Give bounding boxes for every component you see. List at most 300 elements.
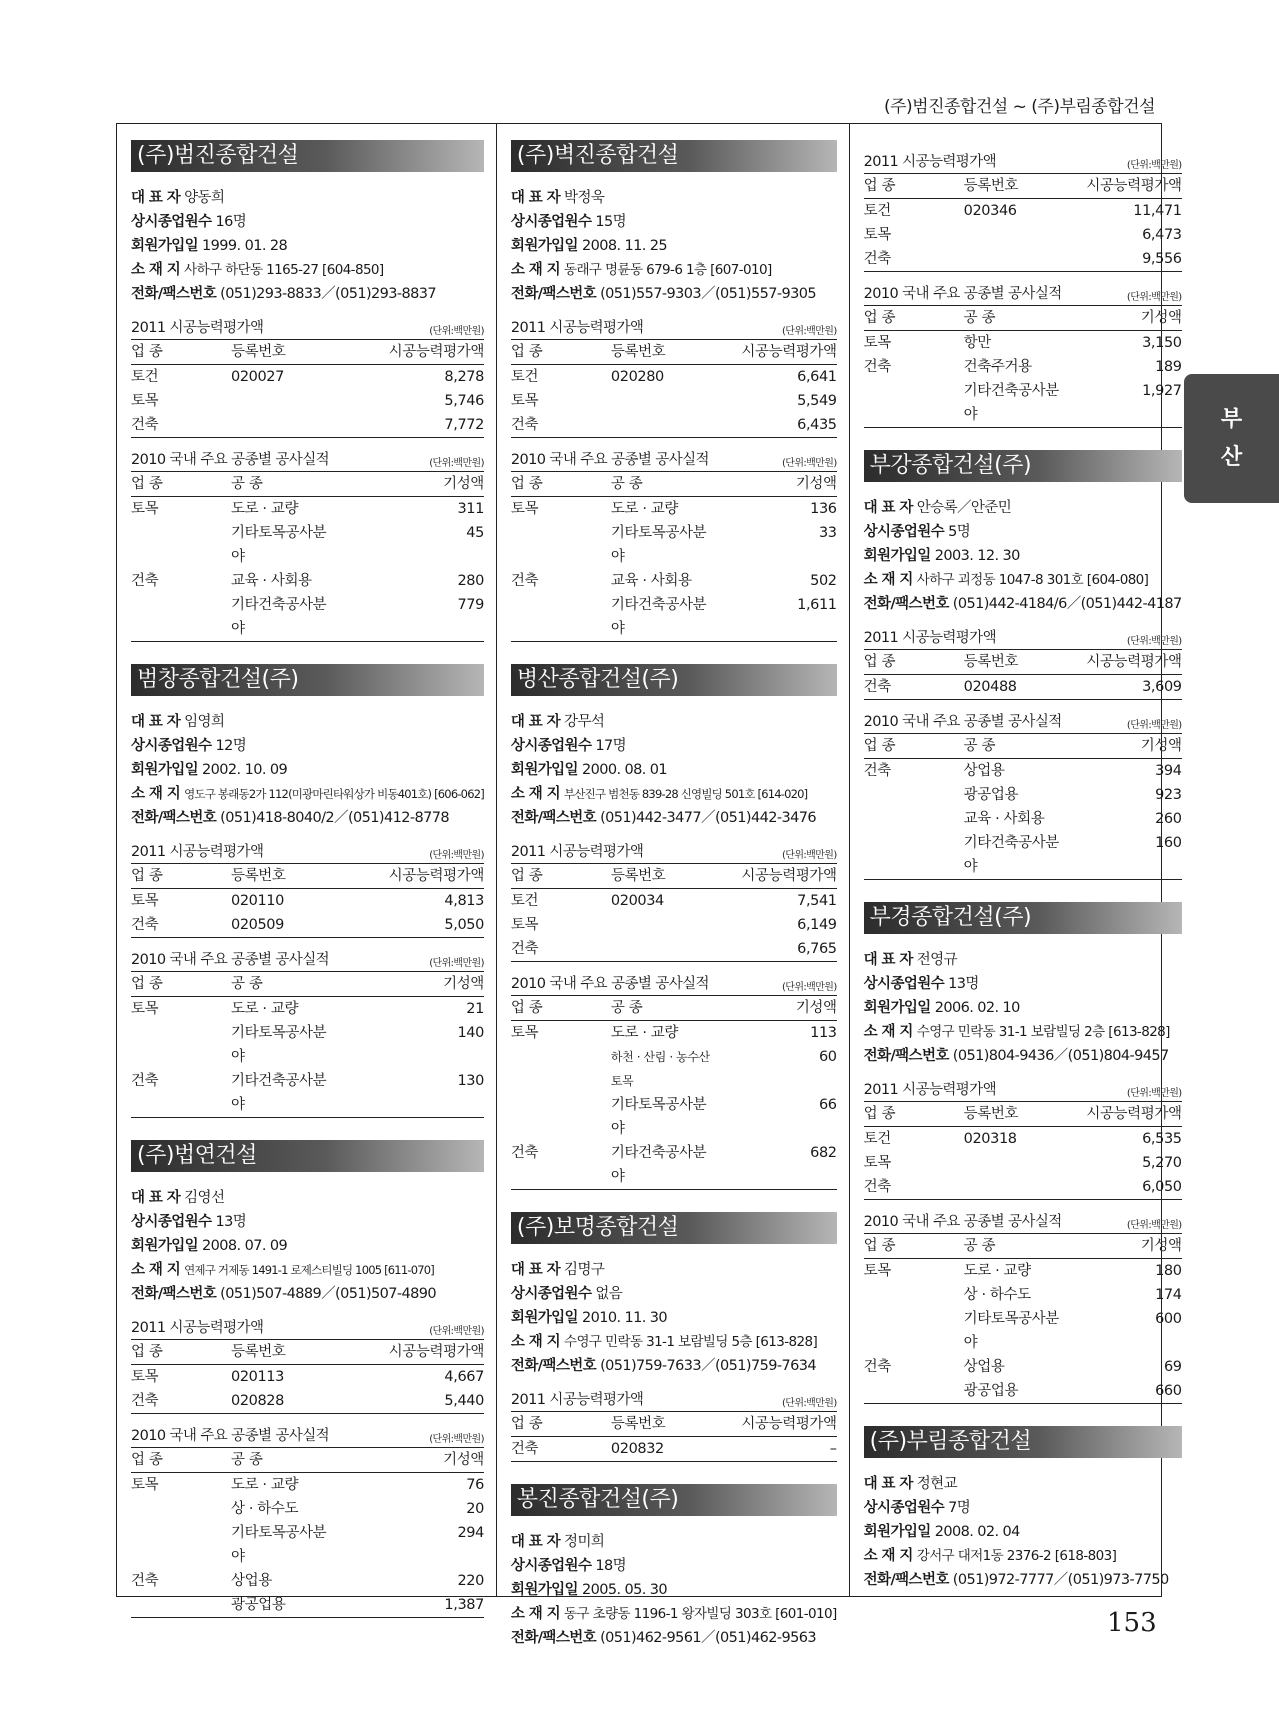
table-cell: 광공업용	[231, 1597, 286, 1613]
join-date	[864, 1520, 1182, 1544]
representative-label: 대 표 자	[510, 1534, 561, 1550]
table-cell	[131, 1521, 231, 1569]
performance-section	[864, 710, 1182, 880]
table-cell: 020832	[610, 1441, 664, 1457]
unit-note: (단위:백만원)	[1126, 720, 1182, 731]
capability-title	[131, 840, 484, 863]
unit-note: (단위:백만원)	[781, 850, 837, 861]
company-name: 부경종합건설(주)	[864, 902, 1182, 934]
employee-count	[864, 972, 1182, 996]
table-header-cell: 공 종	[231, 976, 263, 992]
join-date	[131, 234, 484, 258]
table-header-cell: 기성액	[1140, 738, 1182, 754]
performance-heading: 2010 국내 주요 공종별 공사실적	[863, 1214, 1062, 1230]
capability-heading: 2011 시공능력평가액	[131, 844, 264, 860]
capability-table	[131, 1339, 484, 1414]
page-number: 153	[1107, 1608, 1157, 1638]
table-row	[864, 247, 1182, 271]
table-header-cell: 업 종	[863, 178, 896, 194]
table-header-cell: 업 종	[863, 1106, 896, 1122]
unit-note: (단위:백만원)	[429, 1434, 484, 1445]
table-cell: 상업용	[963, 1359, 1005, 1375]
table-cell: 140	[457, 1025, 484, 1041]
table-cell: 113	[810, 1025, 837, 1041]
table-cell: 건축	[131, 417, 159, 433]
table-cell: 도로 · 교량	[231, 501, 299, 517]
table-header-cell: 업 종	[131, 1452, 163, 1468]
employee-count	[864, 1496, 1182, 1520]
join-date-value: 2008. 07. 09	[202, 1238, 288, 1254]
capability-table	[131, 863, 484, 938]
employee-count-label: 상시종업원수	[863, 976, 945, 992]
phone-fax-label: 전화/팩스번호	[131, 810, 217, 826]
table-cell: 토목	[863, 1155, 891, 1171]
table-header-cell: 공 종	[963, 310, 996, 326]
table-cell: 건축	[510, 1441, 539, 1457]
unit-note: (단위:백만원)	[429, 458, 484, 469]
table-cell: 건축	[863, 1179, 891, 1195]
company-name: (주)범진종합건설	[131, 140, 484, 172]
unit-note: (단위:백만원)	[781, 458, 837, 469]
company-name: 병산종합건설(주)	[511, 664, 837, 696]
table-header-cell: 기성액	[1140, 1238, 1182, 1254]
capability-heading: 2011 시공능력평가액	[510, 844, 644, 860]
phone-fax	[511, 1354, 837, 1378]
table-cell: 8,278	[444, 369, 484, 385]
table-header-row	[511, 996, 837, 1021]
join-date-value: 2003. 12. 30	[934, 548, 1020, 564]
join-date-value: 2005. 05. 30	[581, 1582, 668, 1598]
region-tab-char: 산	[1220, 444, 1243, 470]
employee-count-value: 12명	[215, 738, 247, 754]
table-header-cell: 업 종	[131, 476, 163, 492]
table-row	[131, 1389, 484, 1413]
table-header-cell: 공 종	[610, 1000, 643, 1016]
table-header-row	[864, 174, 1182, 199]
table-cell: 건축	[863, 679, 891, 695]
table-cell: 5,549	[797, 393, 837, 409]
table-cell: 6,149	[797, 917, 837, 933]
table-cell: 311	[457, 501, 484, 517]
table-header-row	[864, 1102, 1182, 1127]
address-value: 부산진구 범천동 839-28 신영빌딩 501호 [614-020]	[564, 787, 808, 801]
join-date-value: 2008. 02. 04	[934, 1524, 1020, 1540]
capability-title	[864, 1078, 1182, 1101]
employee-count-label: 상시종업원수	[510, 1558, 592, 1574]
phone-fax-label: 전화/팩스번호	[863, 596, 949, 612]
unit-note: (단위:백만원)	[429, 1326, 484, 1337]
table-row	[864, 1355, 1182, 1379]
phone-fax-label: 전화/팩스번호	[510, 810, 597, 826]
table-cell: 160	[1155, 835, 1182, 851]
representative	[864, 496, 1182, 520]
phone-fax	[131, 282, 484, 306]
table-cell	[511, 1045, 611, 1093]
table-cell: 3,609	[1142, 679, 1182, 695]
table-row	[511, 389, 837, 413]
table-cell: –	[829, 1441, 837, 1457]
performance-table	[511, 471, 837, 642]
table-cell: 3,150	[1142, 335, 1182, 351]
employee-count-value: 15명	[595, 214, 627, 230]
unit-note: (단위:백만원)	[1126, 292, 1182, 303]
phone-fax-label: 전화/팩스번호	[510, 1358, 597, 1374]
representative-value: 정현교	[916, 1476, 957, 1492]
table-cell: 020110	[231, 893, 284, 909]
join-date-value: 1999. 01. 28	[202, 238, 288, 254]
table-cell: 기타토목공사분야	[231, 1525, 327, 1565]
performance-heading: 2010 국내 주요 공종별 공사실적	[510, 452, 709, 468]
table-cell: 020034	[610, 893, 664, 909]
company-entry	[511, 664, 837, 1190]
table-cell	[864, 1307, 964, 1355]
representative-label: 대 표 자	[863, 1476, 913, 1492]
table-row	[131, 413, 484, 437]
employee-count-value: 5명	[948, 524, 971, 540]
phone-fax-value: (051)418-8040/2／(051)412-8778	[220, 810, 449, 826]
table-cell: 토목	[863, 1263, 891, 1279]
table-header-row	[864, 650, 1182, 675]
table-cell: 1,927	[1142, 383, 1182, 399]
address-label: 소 재 지	[510, 786, 561, 802]
table-cell	[131, 593, 231, 641]
employee-count	[131, 210, 484, 234]
table-row	[131, 1021, 484, 1069]
performance-table	[511, 995, 837, 1190]
table-cell: 020509	[231, 917, 284, 933]
region-tab[interactable]	[1184, 374, 1279, 503]
unit-note: (단위:백만원)	[1126, 1220, 1182, 1231]
representative-value: 임영희	[184, 714, 225, 730]
table-cell: 020113	[231, 1369, 284, 1385]
representative-label: 대 표 자	[510, 1262, 561, 1278]
table-cell: 220	[457, 1573, 484, 1589]
table-cell: 기타건축공사분야	[963, 835, 1059, 875]
capability-section	[131, 1316, 484, 1414]
table-cell: 66	[818, 1097, 837, 1113]
representative-label: 대 표 자	[510, 190, 561, 206]
address-label: 소 재 지	[510, 262, 561, 278]
table-header-cell: 업 종	[863, 654, 896, 670]
table-cell: 기타건축공사분야	[610, 597, 707, 637]
table-header-cell: 업 종	[863, 310, 896, 326]
table-row	[131, 997, 484, 1021]
table-cell: 건축	[131, 573, 159, 589]
employee-count-value: 17명	[595, 738, 627, 754]
join-date-label: 회원가입일	[510, 762, 578, 778]
table-cell: 6,435	[797, 417, 837, 433]
representative-value: 정미희	[564, 1534, 605, 1550]
table-row	[864, 1151, 1182, 1175]
table-cell	[611, 389, 716, 413]
capability-section	[131, 840, 484, 938]
representative-value: 김영선	[184, 1190, 225, 1206]
join-date-label: 회원가입일	[863, 548, 931, 564]
join-date-label: 회원가입일	[510, 1582, 578, 1598]
employee-count-value: 18명	[595, 1558, 627, 1574]
table-cell: 토목	[863, 335, 891, 351]
table-cell: 광공업용	[963, 1383, 1019, 1399]
table-row	[864, 1259, 1182, 1283]
company-name: 봉진종합건설(주)	[511, 1484, 837, 1516]
table-row	[864, 807, 1182, 831]
join-date-value: 2006. 02. 10	[934, 1000, 1020, 1016]
table-cell	[511, 521, 611, 569]
table-cell: 토목	[131, 893, 159, 909]
address-label: 소 재 지	[863, 1024, 913, 1040]
table-cell: 9,556	[1142, 251, 1182, 267]
table-cell: 21	[466, 1001, 484, 1017]
performance-section	[511, 448, 837, 642]
phone-fax-value: (051)972-7777／(051)973-7750	[952, 1572, 1169, 1588]
address-value: 수영구 민락동 31-1 보람빌딩 2층 [613-828]	[916, 1024, 1170, 1040]
table-cell: 11,471	[1133, 203, 1182, 219]
table-cell: 상업용	[963, 763, 1005, 779]
table-cell	[611, 913, 716, 937]
table-cell: 1,387	[444, 1597, 484, 1613]
capability-table	[864, 173, 1182, 272]
performance-heading: 2010 국내 주요 공종별 공사실적	[131, 452, 330, 468]
table-cell: 토건	[863, 203, 891, 219]
capability-heading: 2011 시공능력평가액	[131, 1320, 264, 1336]
join-date-label: 회원가입일	[510, 238, 578, 254]
company-entry	[864, 902, 1182, 1404]
address	[864, 568, 1182, 592]
table-cell: 하천 · 산림 · 농수산토목	[610, 1050, 710, 1088]
table-header-row	[131, 1340, 484, 1365]
table-row	[864, 223, 1182, 247]
company-name: (주)벽진종합건설	[511, 140, 837, 172]
capability-title	[864, 626, 1182, 649]
table-cell: 5,746	[444, 393, 484, 409]
company-name: (주)부림종합건설	[864, 1426, 1182, 1458]
table-header-row	[511, 472, 837, 497]
performance-heading: 2010 국내 주요 공종별 공사실적	[131, 1428, 330, 1444]
table-cell	[864, 807, 964, 831]
table-row	[511, 593, 837, 641]
address-label: 소 재 지	[131, 786, 181, 802]
table-row	[511, 521, 837, 569]
table-cell: 33	[818, 525, 837, 541]
table-cell: 600	[1155, 1311, 1182, 1327]
table-row	[511, 913, 837, 937]
table-row	[131, 1593, 484, 1617]
employee-count-value: 없음	[595, 1286, 623, 1302]
performance-heading: 2010 국내 주요 공종별 공사실적	[510, 976, 709, 992]
address	[131, 782, 484, 806]
table-header-cell: 등록번호	[963, 178, 1019, 194]
table-cell: 6,473	[1142, 227, 1182, 243]
address-value: 동구 초량동 1196-1 왕자빌딩 303호 [601-010]	[564, 1606, 837, 1622]
performance-title	[131, 448, 484, 471]
performance-table	[864, 733, 1182, 880]
capability-section	[864, 626, 1182, 700]
table-cell: 도로 · 교량	[610, 501, 678, 517]
phone-fax-label: 전화/팩스번호	[131, 286, 217, 302]
table-cell: 토목	[863, 227, 891, 243]
join-date-value: 2002. 10. 09	[202, 762, 288, 778]
employee-count-label: 상시종업원수	[131, 738, 212, 754]
employee-count-label: 상시종업원수	[510, 738, 592, 754]
employee-count-label: 상시종업원수	[510, 214, 592, 230]
join-date-label: 회원가입일	[863, 1000, 931, 1016]
table-cell: 건축	[131, 1393, 159, 1409]
performance-table	[864, 305, 1182, 428]
table-cell	[864, 379, 964, 427]
capability-heading: 2011 시공능력평가액	[863, 1082, 996, 1098]
unit-note: (단위:백만원)	[781, 1398, 837, 1409]
table-row	[864, 1307, 1182, 1355]
table-header-cell: 업 종	[131, 1344, 163, 1360]
table-row	[131, 569, 484, 593]
table-header-cell: 등록번호	[231, 1344, 286, 1360]
employee-count-label: 상시종업원수	[510, 1286, 592, 1302]
table-cell	[131, 521, 231, 569]
table-cell: 토목	[131, 501, 159, 517]
table-cell: 토목	[510, 393, 539, 409]
unit-note: (단위:백만원)	[781, 326, 837, 337]
table-cell: 상 · 하수도	[231, 1501, 299, 1517]
address-value: 영도구 봉래동2가 112(미광마린타워상가 비동401호) [606-062]	[184, 787, 484, 801]
table-header-row	[864, 306, 1182, 331]
employee-count	[511, 210, 837, 234]
join-date	[864, 544, 1182, 568]
table-cell: 020488	[963, 679, 1017, 695]
representative-value: 김명구	[564, 1262, 605, 1278]
phone-fax	[864, 592, 1182, 616]
table-cell	[231, 389, 336, 413]
table-header-cell: 등록번호	[610, 1416, 666, 1432]
table-cell: 5,270	[1142, 1155, 1182, 1171]
phone-fax	[131, 1282, 484, 1306]
table-cell: 기타건축공사분야	[610, 1145, 707, 1185]
capability-section	[511, 840, 837, 962]
performance-table	[864, 1233, 1182, 1404]
table-cell: 기타토목공사분야	[231, 525, 327, 565]
table-header-cell: 업 종	[510, 476, 543, 492]
table-row	[511, 413, 837, 437]
table-cell: 4,813	[444, 893, 484, 909]
table-cell: 건축	[863, 251, 891, 267]
table-header-cell: 시공능력평가액	[388, 344, 484, 360]
representative-label: 대 표 자	[131, 190, 181, 206]
employee-count-value: 16명	[215, 214, 247, 230]
performance-section	[131, 948, 484, 1118]
table-row	[131, 1569, 484, 1593]
company-entry	[511, 140, 837, 642]
table-cell: 토목	[131, 1477, 159, 1493]
table-header-cell: 시공능력평가액	[741, 1416, 837, 1432]
capability-title	[131, 1316, 484, 1339]
unit-note: (단위:백만원)	[1126, 636, 1182, 647]
capability-title	[864, 150, 1182, 173]
table-header-row	[131, 972, 484, 997]
join-date	[511, 1306, 837, 1330]
performance-title	[864, 710, 1182, 733]
table-cell: 기타토목공사분야	[231, 1025, 327, 1065]
table-cell	[864, 1379, 964, 1403]
table-cell: 923	[1155, 787, 1182, 803]
table-row	[864, 1175, 1182, 1199]
table-cell: 60	[818, 1049, 837, 1065]
table-header-cell: 기성액	[1140, 310, 1182, 326]
representative	[511, 710, 837, 734]
employee-count	[131, 734, 484, 758]
capability-table	[131, 339, 484, 438]
company-name: (주)법연건설	[131, 1140, 484, 1172]
table-header-row	[511, 340, 837, 365]
table-cell: 토목	[510, 501, 539, 517]
representative	[131, 710, 484, 734]
table-cell: 020280	[610, 369, 664, 385]
table-header-cell: 업 종	[131, 976, 163, 992]
table-header-cell: 업 종	[131, 868, 163, 884]
table-row	[864, 675, 1182, 699]
table-row	[864, 379, 1182, 427]
table-header-row	[131, 1448, 484, 1473]
table-header-cell: 공 종	[963, 1238, 996, 1254]
representative-label: 대 표 자	[863, 500, 913, 516]
table-header-cell: 시공능력평가액	[388, 868, 484, 884]
table-header-row	[864, 734, 1182, 759]
capability-heading: 2011 시공능력평가액	[863, 154, 996, 170]
join-date-label: 회원가입일	[131, 238, 199, 254]
table-cell: 779	[457, 597, 484, 613]
table-header-row	[864, 1234, 1182, 1259]
join-date-label: 회원가입일	[510, 1310, 578, 1326]
table-header-cell: 등록번호	[610, 868, 666, 884]
table-cell: 도로 · 교량	[231, 1477, 299, 1493]
table-header-cell: 기성액	[795, 476, 837, 492]
join-date-value: 2010. 11. 30	[581, 1310, 668, 1326]
table-row	[131, 365, 484, 389]
table-cell: 토목	[131, 393, 159, 409]
phone-fax-value: (051)293-8833／(051)293-8837	[220, 286, 437, 302]
table-cell: 20	[466, 1501, 484, 1517]
address-label: 소 재 지	[131, 262, 181, 278]
table-cell: 1,611	[797, 597, 837, 613]
phone-fax	[511, 282, 837, 306]
table-header-cell: 시공능력평가액	[1086, 1106, 1182, 1122]
table-cell: 174	[1155, 1287, 1182, 1303]
table-cell: 294	[457, 1525, 484, 1541]
table-row	[511, 937, 837, 961]
company-entry	[131, 1140, 484, 1618]
table-cell: 건축	[863, 763, 891, 779]
table-cell	[964, 223, 1069, 247]
table-header-cell: 업 종	[510, 868, 543, 884]
table-header-cell: 시공능력평가액	[1086, 178, 1182, 194]
table-row	[864, 1379, 1182, 1403]
address	[511, 1602, 837, 1626]
representative-label: 대 표 자	[863, 952, 913, 968]
representative	[511, 186, 837, 210]
address-value: 동래구 명륜동 679-6 1층 [607-010]	[564, 262, 772, 278]
representative	[511, 1258, 837, 1282]
table-row	[864, 783, 1182, 807]
table-header-cell: 업 종	[863, 1238, 896, 1254]
table-row	[131, 1365, 484, 1389]
table-cell: 토목	[510, 1025, 539, 1041]
unit-note: (단위:백만원)	[1126, 1088, 1182, 1099]
address-value: 강서구 대저1동 2376-2 [618-803]	[916, 1548, 1117, 1564]
representative-value: 박정욱	[564, 190, 605, 206]
representative-value: 양동희	[184, 190, 225, 206]
company-entry	[511, 1212, 837, 1462]
table-header-cell: 업 종	[510, 1416, 543, 1432]
address-label: 소 재 지	[863, 572, 913, 588]
table-row	[131, 497, 484, 521]
